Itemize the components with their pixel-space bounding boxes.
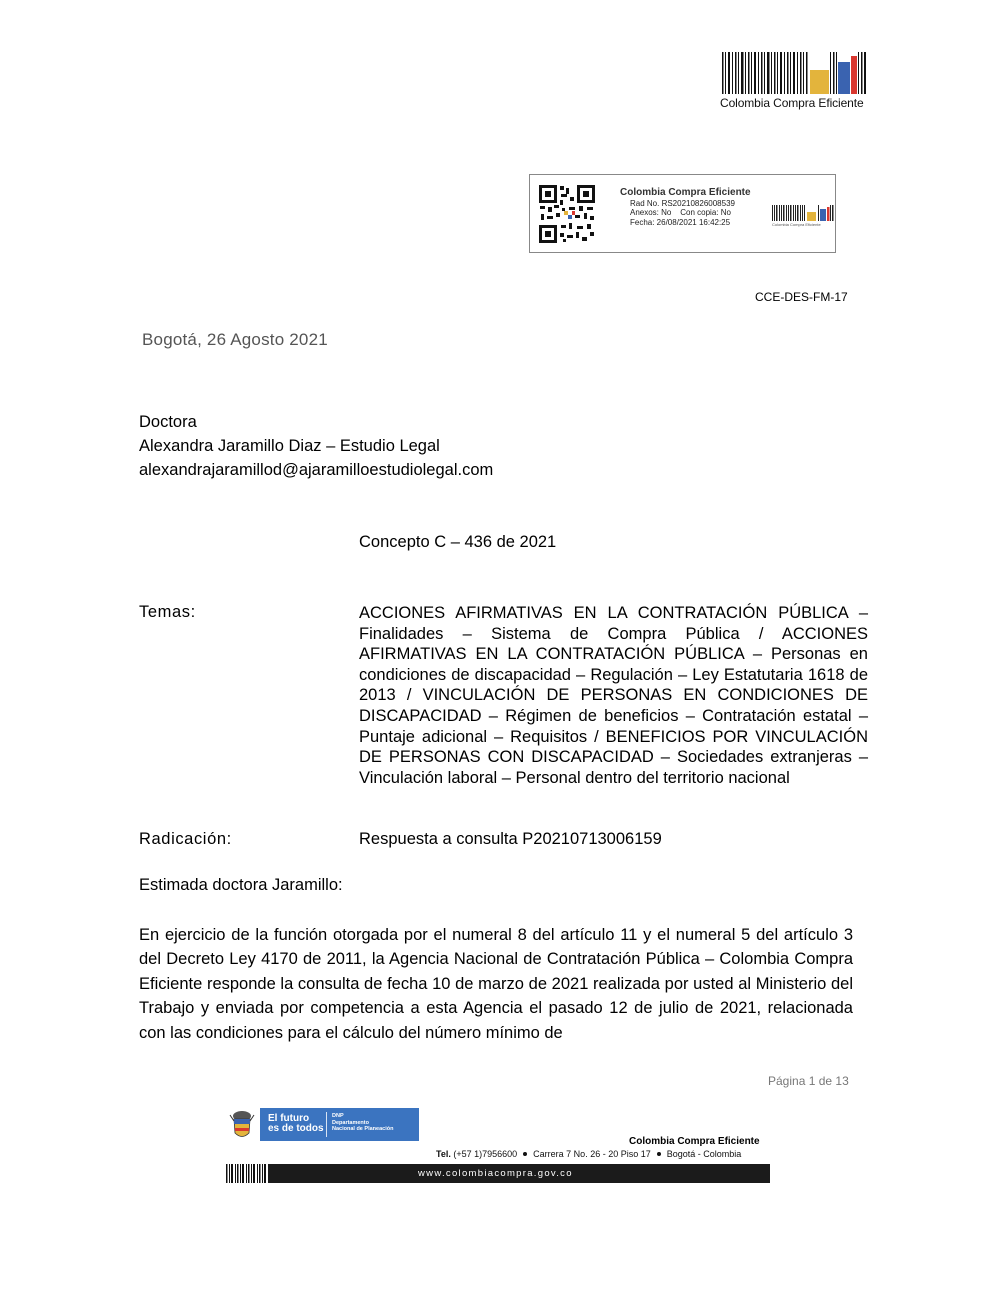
government-logos xyxy=(226,1107,419,1142)
letter-date: Bogotá, 26 Agosto 2021 xyxy=(142,330,328,349)
form-code: CCE-DES-FM-17 xyxy=(755,290,848,304)
footer-contact xyxy=(436,1149,741,1159)
stamp-barcode-logo-icon xyxy=(772,205,834,221)
footer-website-link[interactable]: www.colombiacompra.gov.co xyxy=(418,1168,573,1179)
qr-code-icon xyxy=(539,185,595,243)
bullet-separator xyxy=(657,1152,661,1156)
footer-organization: Colombia Compra Eficiente xyxy=(629,1136,760,1147)
stamp-mini-logo-text: Colombia Compra Eficiente xyxy=(772,222,821,227)
page-number: Página 1 de 13 xyxy=(768,1074,849,1088)
footer-website-bar xyxy=(268,1164,770,1183)
radicacion-label: Radicación: xyxy=(139,830,232,848)
recipient-email: alexandrajaramillod@ajaramilloestudiolegal.com xyxy=(139,461,494,479)
stamp-anexos: Anexos: No Con copia: No xyxy=(630,208,731,217)
futuro-line-2: es de todos xyxy=(268,1123,324,1134)
temas-label: Temas: xyxy=(139,603,196,621)
dnp-line-2: Departamento xyxy=(332,1119,369,1126)
radicado-stamp xyxy=(529,174,836,253)
temas-value: ACCIONES AFIRMATIVAS EN LA CONTRATACIÓN PÚBLICA – Finalidades – Sistema de Compra Pública / ACCIONES AFIRMATIVAS EN LA CONTRATACIÓN PÚBLICA – Personas en condiciones de discapacidad – Regulación – Ley Estatutaria 1618 de 2013 / VINCULACIÓN DE PERSONAS EN CONDICIONES DE DISCAPACIDAD – Régimen de beneficios – Contratación estatal – Puntaje adicional – Requisitos / BENEFICIOS POR VINCULACIÓN DE PERSONAS CON DISCAPACIDAD – Sociedades extranjeras – Vinculación laboral – Personal dentro del territorio nacional xyxy=(359,604,868,787)
el-futuro-es-de-todos-banner xyxy=(260,1108,419,1141)
futuro-line-1: El futuro xyxy=(268,1113,310,1124)
recipient-title: Doctora xyxy=(139,413,197,431)
banner-divider xyxy=(326,1112,327,1137)
dnp-logo-text xyxy=(332,1113,393,1133)
colombia-coat-of-arms-icon xyxy=(226,1107,258,1142)
dnp-line-3: Nacional de Planeación xyxy=(332,1126,394,1132)
stamp-fecha: Fecha: 26/08/2021 16:42:25 xyxy=(630,217,731,227)
footer-tel: (+57 1)7956600 xyxy=(453,1149,518,1159)
stamp-rad-number: Rad No. RS20210826008539 xyxy=(630,198,735,208)
footer-tel-label: Tel. xyxy=(436,1149,451,1159)
recipient-name: Alexandra Jaramillo Diaz – Estudio Legal xyxy=(139,437,440,455)
bullet-separator xyxy=(523,1152,527,1156)
stamp-title: Colombia Compra Eficiente xyxy=(620,187,751,198)
body-paragraph: En ejercicio de la función otorgada por el numeral 8 del artículo 11 y el numeral 5 del artículo 3 del Decreto Ley 4170 de 2011, la Agencia Nacional de Contratación Pública – Colombia Compra Eficiente responde la consulta de fecha 10 de marzo de 2021 realizada por usted al Ministerio del Trabajo y enviada por competencia a esta Agencia el pasado 12 de julio de 2021, relacionada con las condiciones para el cálculo del número mínimo de xyxy=(139,926,853,1042)
radicacion-value: Respuesta a consulta P20210713006159 xyxy=(359,830,662,848)
dnp-line-1: DNP xyxy=(332,1113,344,1119)
footer-city: Bogotá - Colombia xyxy=(666,1149,742,1159)
footer-barcode-icon xyxy=(226,1164,268,1183)
footer-address: Carrera 7 No. 26 - 20 Piso 17 xyxy=(533,1149,651,1159)
concepto-reference: Concepto C – 436 de 2021 xyxy=(359,533,557,551)
logo-text: Colombia Compra Eficiente xyxy=(720,96,864,110)
barcode-logo-icon xyxy=(722,52,867,94)
colombia-compra-eficiente-logo xyxy=(720,52,870,114)
salutation: Estimada doctora Jaramillo: xyxy=(139,876,343,894)
stamp-info xyxy=(620,188,751,227)
